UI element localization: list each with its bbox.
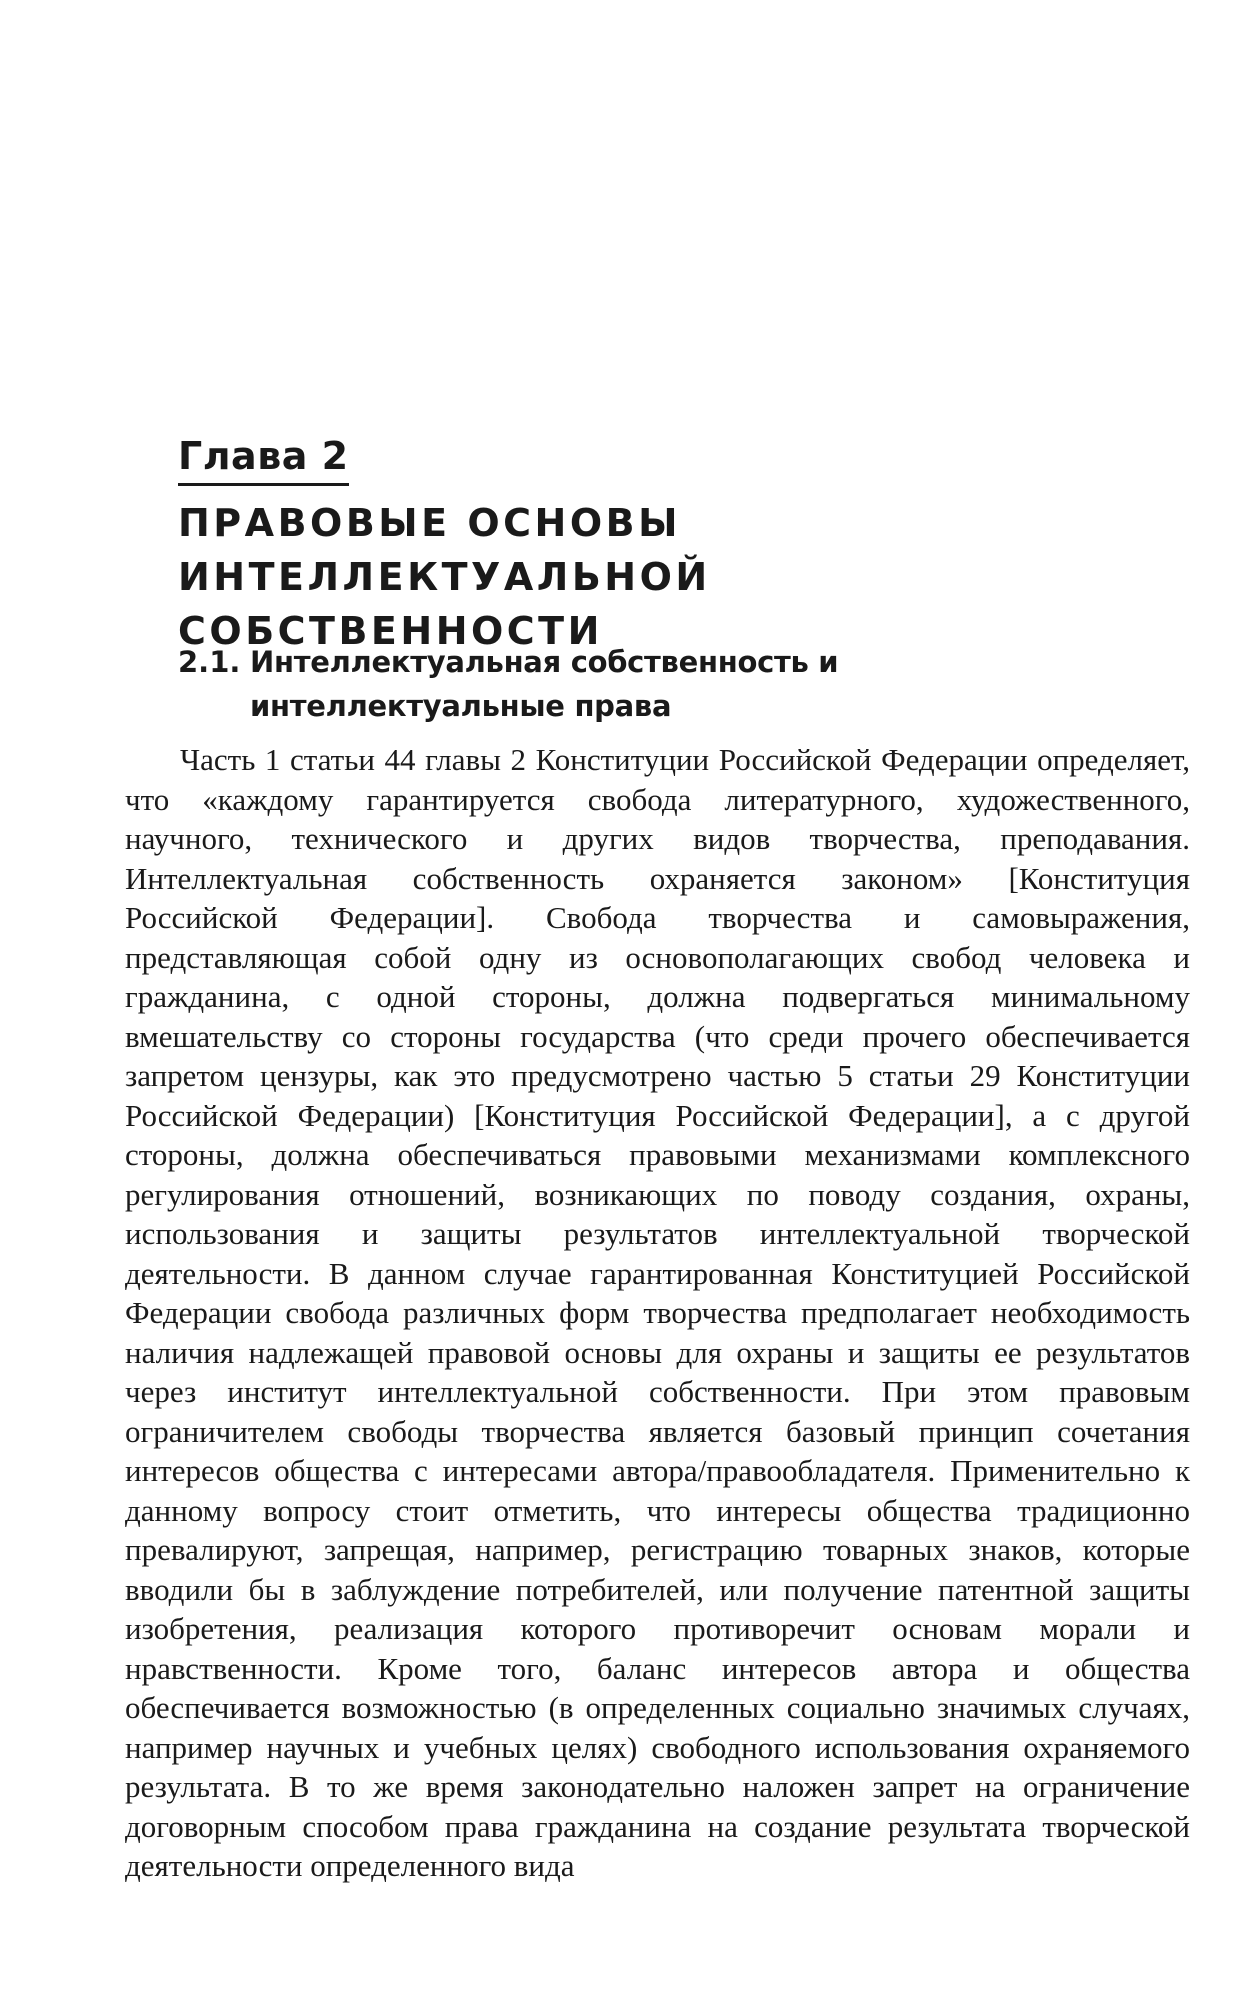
section-heading [178,640,1078,728]
body-paragraph: Часть 1 статьи 44 главы 2 Конституции Российской Федерации определяет, что «каждому гарантируется свобода литературного, художественного, научного, технического и других видов творчества, преподавания. Интеллектуальная собственность охраняется законом» [Конституция Российской Федерации]. Свобода творчества и самовыражения, представляющая собой одну из основополагающих свобод человека и гражданина, с одной стороны, должна подвергаться минимальному вмешательству со стороны государства (что среди прочего обеспечивается запретом цензуры, как это предусмотрено частью 5 статьи 29 Конституции Российской Федерации) [Конституция Российской Федерации], а с другой стороны, должна обеспечиваться правовыми механизмами комплексного регулирования отношений, возникающих по поводу создания, охраны, использования и защиты результатов интеллектуальной творческой деятельности. В данном случае гарантированная Конституцией Российской Федерации свобода различных форм творчества предполагает необходимость наличия надлежащей правовой основы для охраны и защиты ее результатов через институт интеллектуальной собственности. При этом правовым ограничителем свободы творчества является базовый принцип сочетания интересов общества с интересами автора/правообладателя. Применительно к данному вопросу стоит отметить, что интересы общества традиционно превалируют, запрещая, например, регистрацию товарных знаков, которые вводили бы в заблуждение потребителей, или получение патентной защиты изобретения, реализация которого противоречит основам морали и нравственности. Кроме того, баланс интересов автора и общества обеспечивается возможностью (в определенных социально значимых случаях, например научных и учебных целях) свободного использования охраняемого результата. В то же время законодательно наложен запрет на ограничение договорным способом права гражданина на создание результата творческой деятельности определенного вида [125,742,1190,1883]
section-title: Интеллектуальная собственность и интеллектуальные права [250,645,839,723]
chapter-label: Глава 2 [178,432,349,486]
section-number: 2.1. [178,645,241,679]
chapter-title: ПРАВОВЫЕ ОСНОВЫ ИНТЕЛЛЕКТУАЛЬНОЙ СОБСТВЕННОСТИ [178,501,711,653]
